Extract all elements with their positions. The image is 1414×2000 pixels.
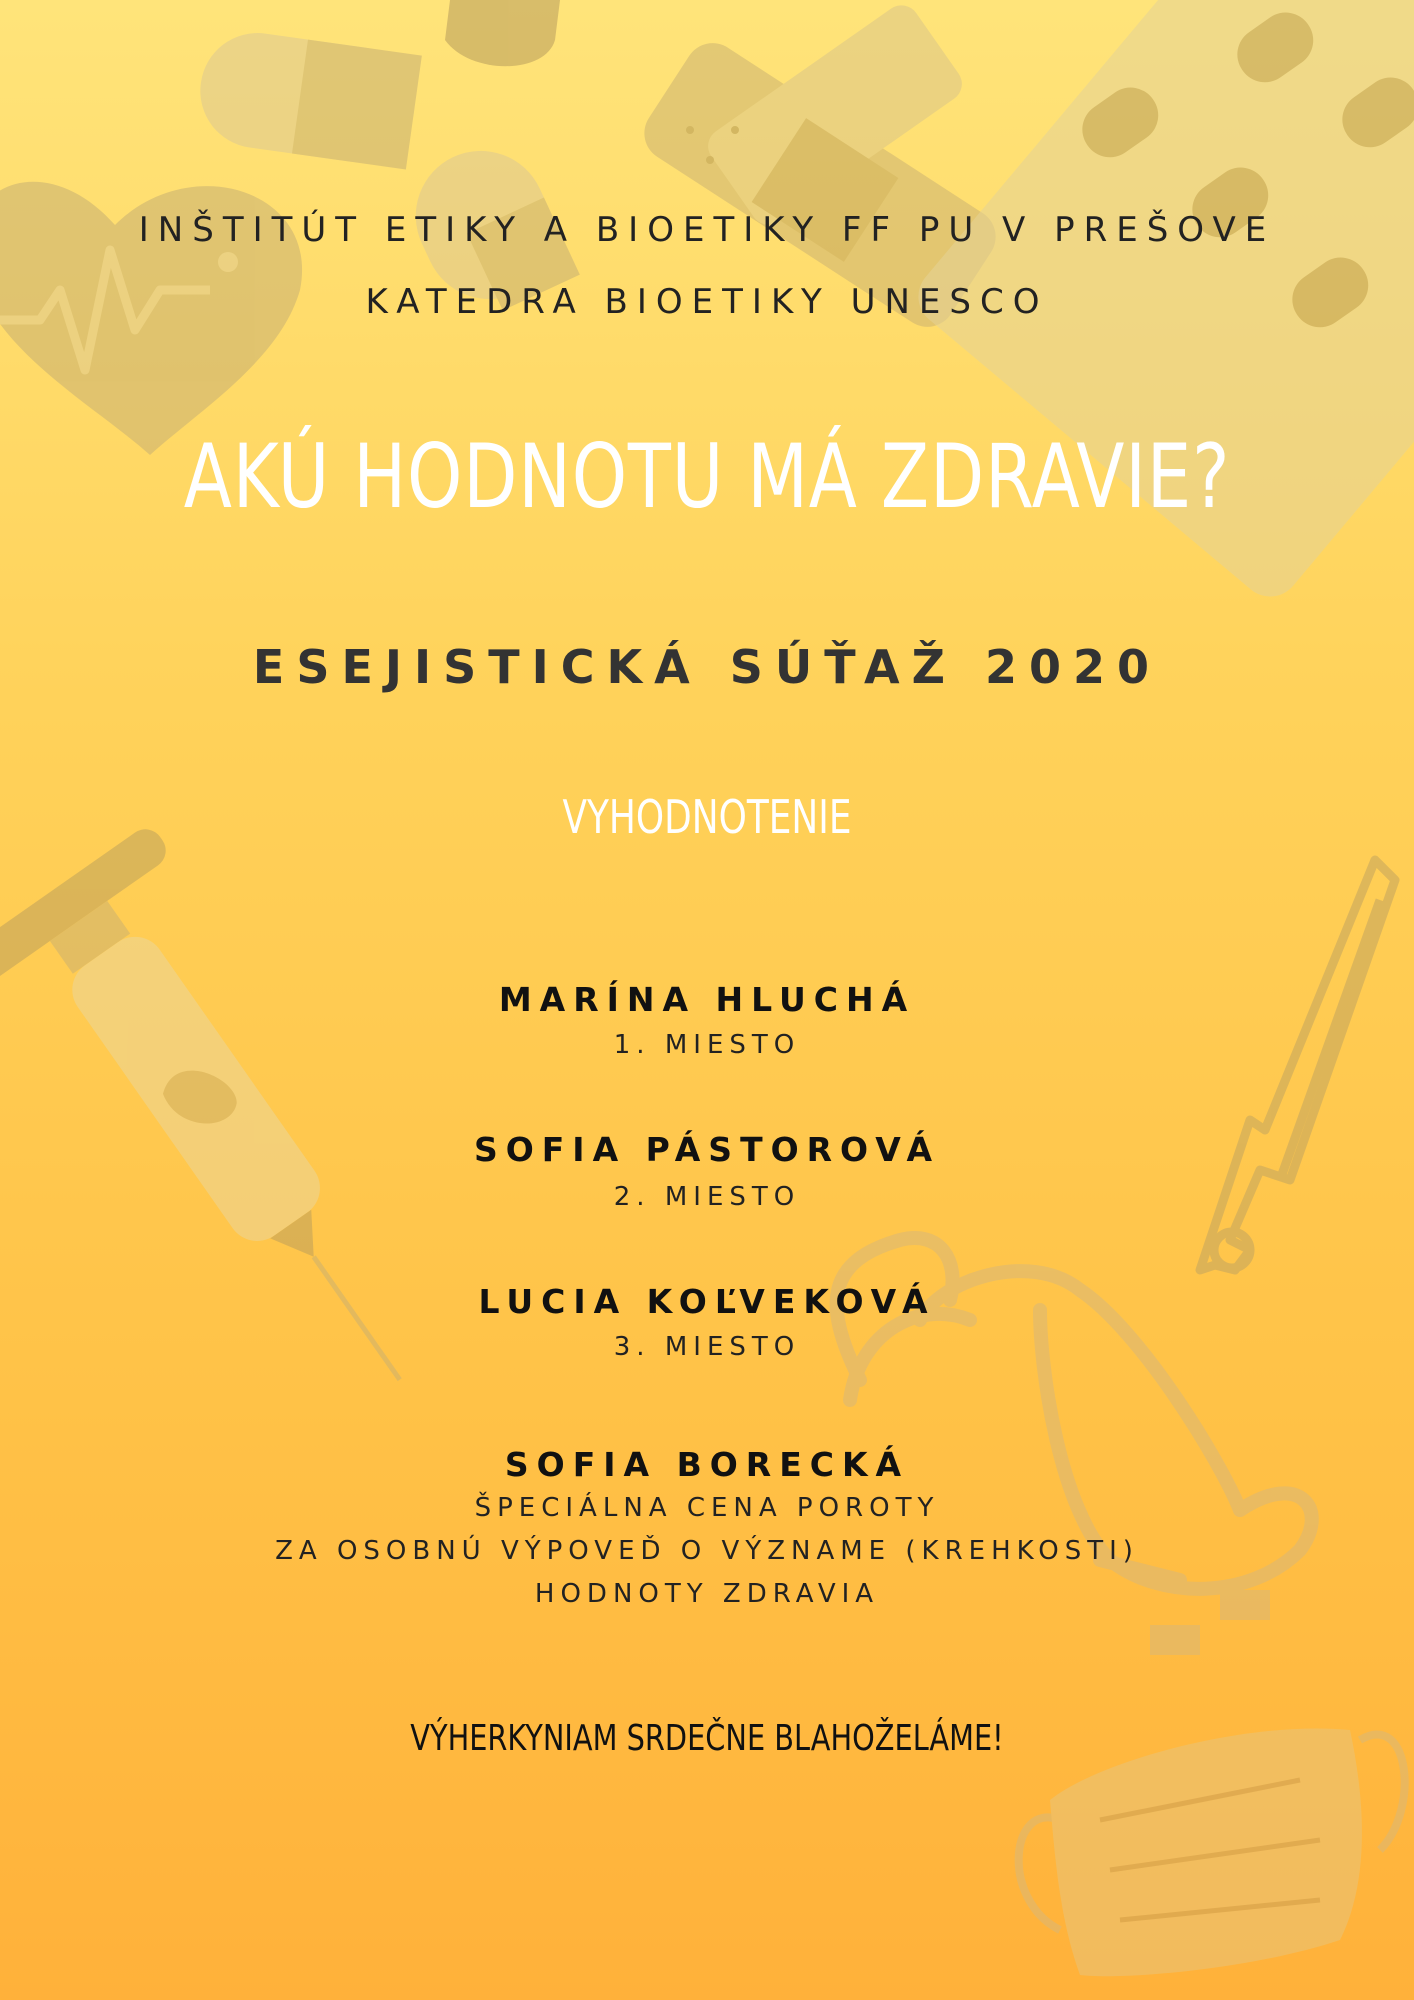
institute-name: INŠTITÚT ETIKY A BIOETIKY FF PU V PREŠOVE (138, 210, 1276, 250)
page-title: AKÚ HODNOTU MÁ ZDRAVIE? (183, 425, 1231, 528)
winner-3-name: LUCIA KOĽVEKOVÁ (478, 1282, 936, 1321)
special-award-line-3: HODNOTY ZDRAVIA (534, 1579, 880, 1609)
special-award-winner-name: SOFIA BORECKÁ (504, 1445, 910, 1484)
department-name: KATEDRA BIOETIKY UNESCO (365, 282, 1049, 322)
contest-subtitle: ESEJISTICKÁ SÚŤAŽ 2020 (252, 640, 1162, 694)
winner-2-place: 2. MIESTO (613, 1182, 801, 1212)
winner-1-name: MARÍNA HLUCHÁ (498, 980, 916, 1019)
winner-3-place: 3. MIESTO (613, 1332, 801, 1362)
winner-2-name: SOFIA PÁSTOROVÁ (473, 1130, 941, 1169)
congratulations-message: VÝHERKYNIAM SRDEČNE BLAHOŽELÁME! (410, 1718, 1004, 1759)
section-label: VYHODNOTENIE (562, 790, 852, 844)
special-award-line-2: ZA OSOBNÚ VÝPOVEĎ O VÝZNAME (KREHKOSTI) (275, 1536, 1139, 1566)
face-mask-icon (1019, 1728, 1405, 1976)
winner-1-place: 1. MIESTO (613, 1030, 801, 1060)
special-award-line-1: ŠPECIÁLNA CENA POROTY (474, 1493, 940, 1523)
